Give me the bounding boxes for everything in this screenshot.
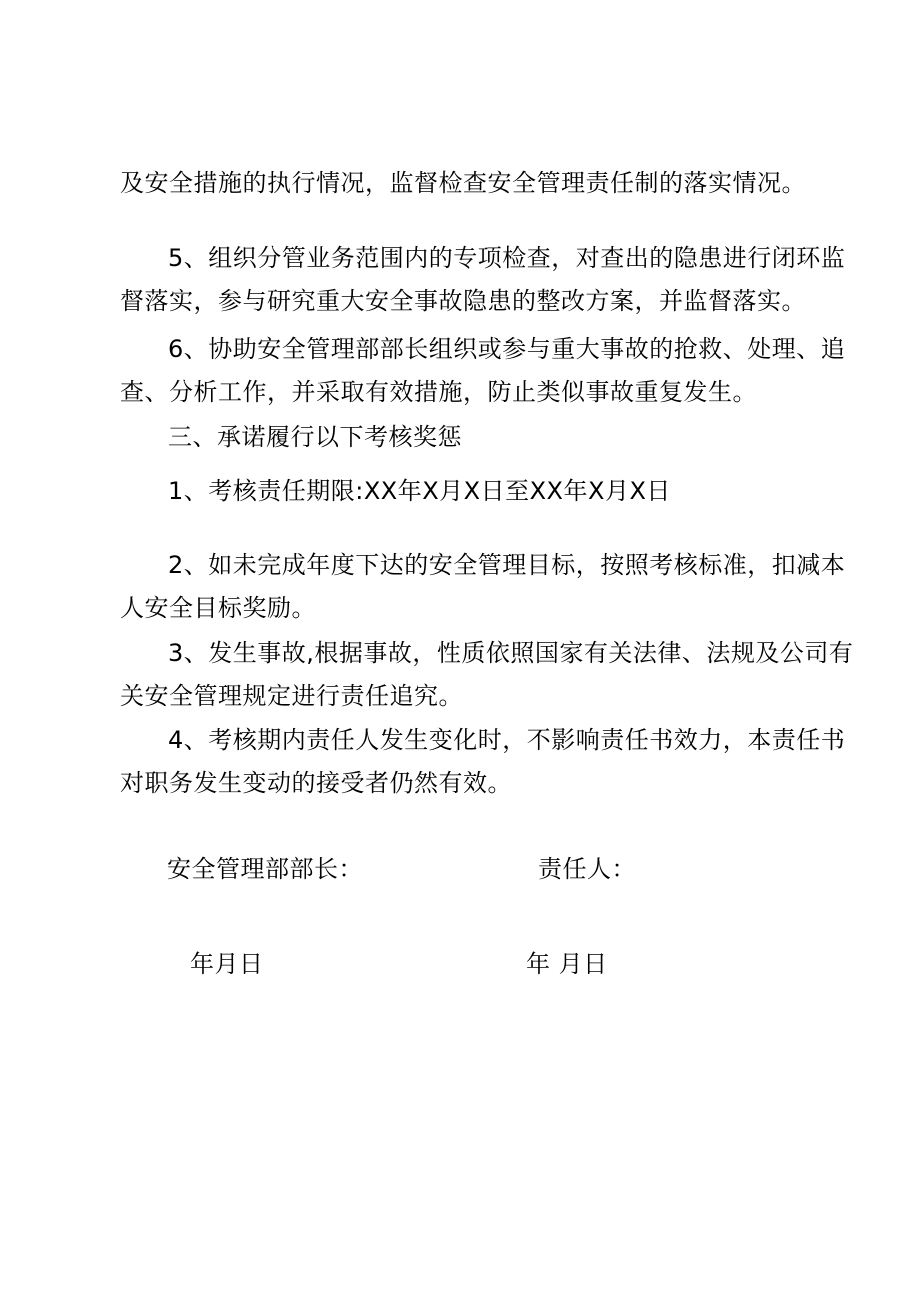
paragraph-6-line-1: 6、协助安全管理部部长组织或参与重大事故的抢救、处理、追 bbox=[168, 335, 846, 363]
item-2-line-2: 人安全目标奖励。 bbox=[120, 594, 316, 622]
signature-label-department-head: 安全管理部部长： bbox=[167, 855, 363, 883]
item-3-line-1: 3、发生事故,根据事故，性质依照国家有关法律、法规及公司有 bbox=[168, 639, 854, 667]
item-4-line-2: 对职务发生变动的接受者仍然有效。 bbox=[120, 769, 512, 797]
item-3-line-2: 关安全管理规定进行责任追究。 bbox=[120, 682, 463, 710]
item-4-line-1: 4、考核期内责任人发生变化时，不影响责任书效力，本责任书 bbox=[168, 726, 846, 754]
paragraph-4-continuation: 及安全措施的执行情况，监督检查安全管理责任制的落实情况。 bbox=[120, 169, 806, 197]
item-1-term: 1、考核责任期限:XX年X月X日至XX年X月X日 bbox=[168, 477, 671, 505]
paragraph-5-line-2: 督落实，参与研究重大安全事故隐患的整改方案，并监督落实。 bbox=[120, 287, 806, 315]
section-3-heading: 三、承诺履行以下考核奖惩 bbox=[168, 423, 462, 451]
paragraph-6-line-2: 查、分析工作，并采取有效措施，防止类似事故重复发生。 bbox=[120, 378, 757, 406]
paragraph-5-line-1: 5、组织分管业务范围内的专项检查，对查出的隐患进行闭环监 bbox=[168, 244, 846, 272]
item-2-line-1: 2、如未完成年度下达的安全管理目标，按照考核标准，扣减本 bbox=[168, 551, 846, 579]
signature-date-left: 年月日 bbox=[190, 950, 264, 978]
signature-label-responsible-person: 责任人： bbox=[538, 855, 636, 883]
signature-date-right: 年 月日 bbox=[526, 950, 608, 978]
